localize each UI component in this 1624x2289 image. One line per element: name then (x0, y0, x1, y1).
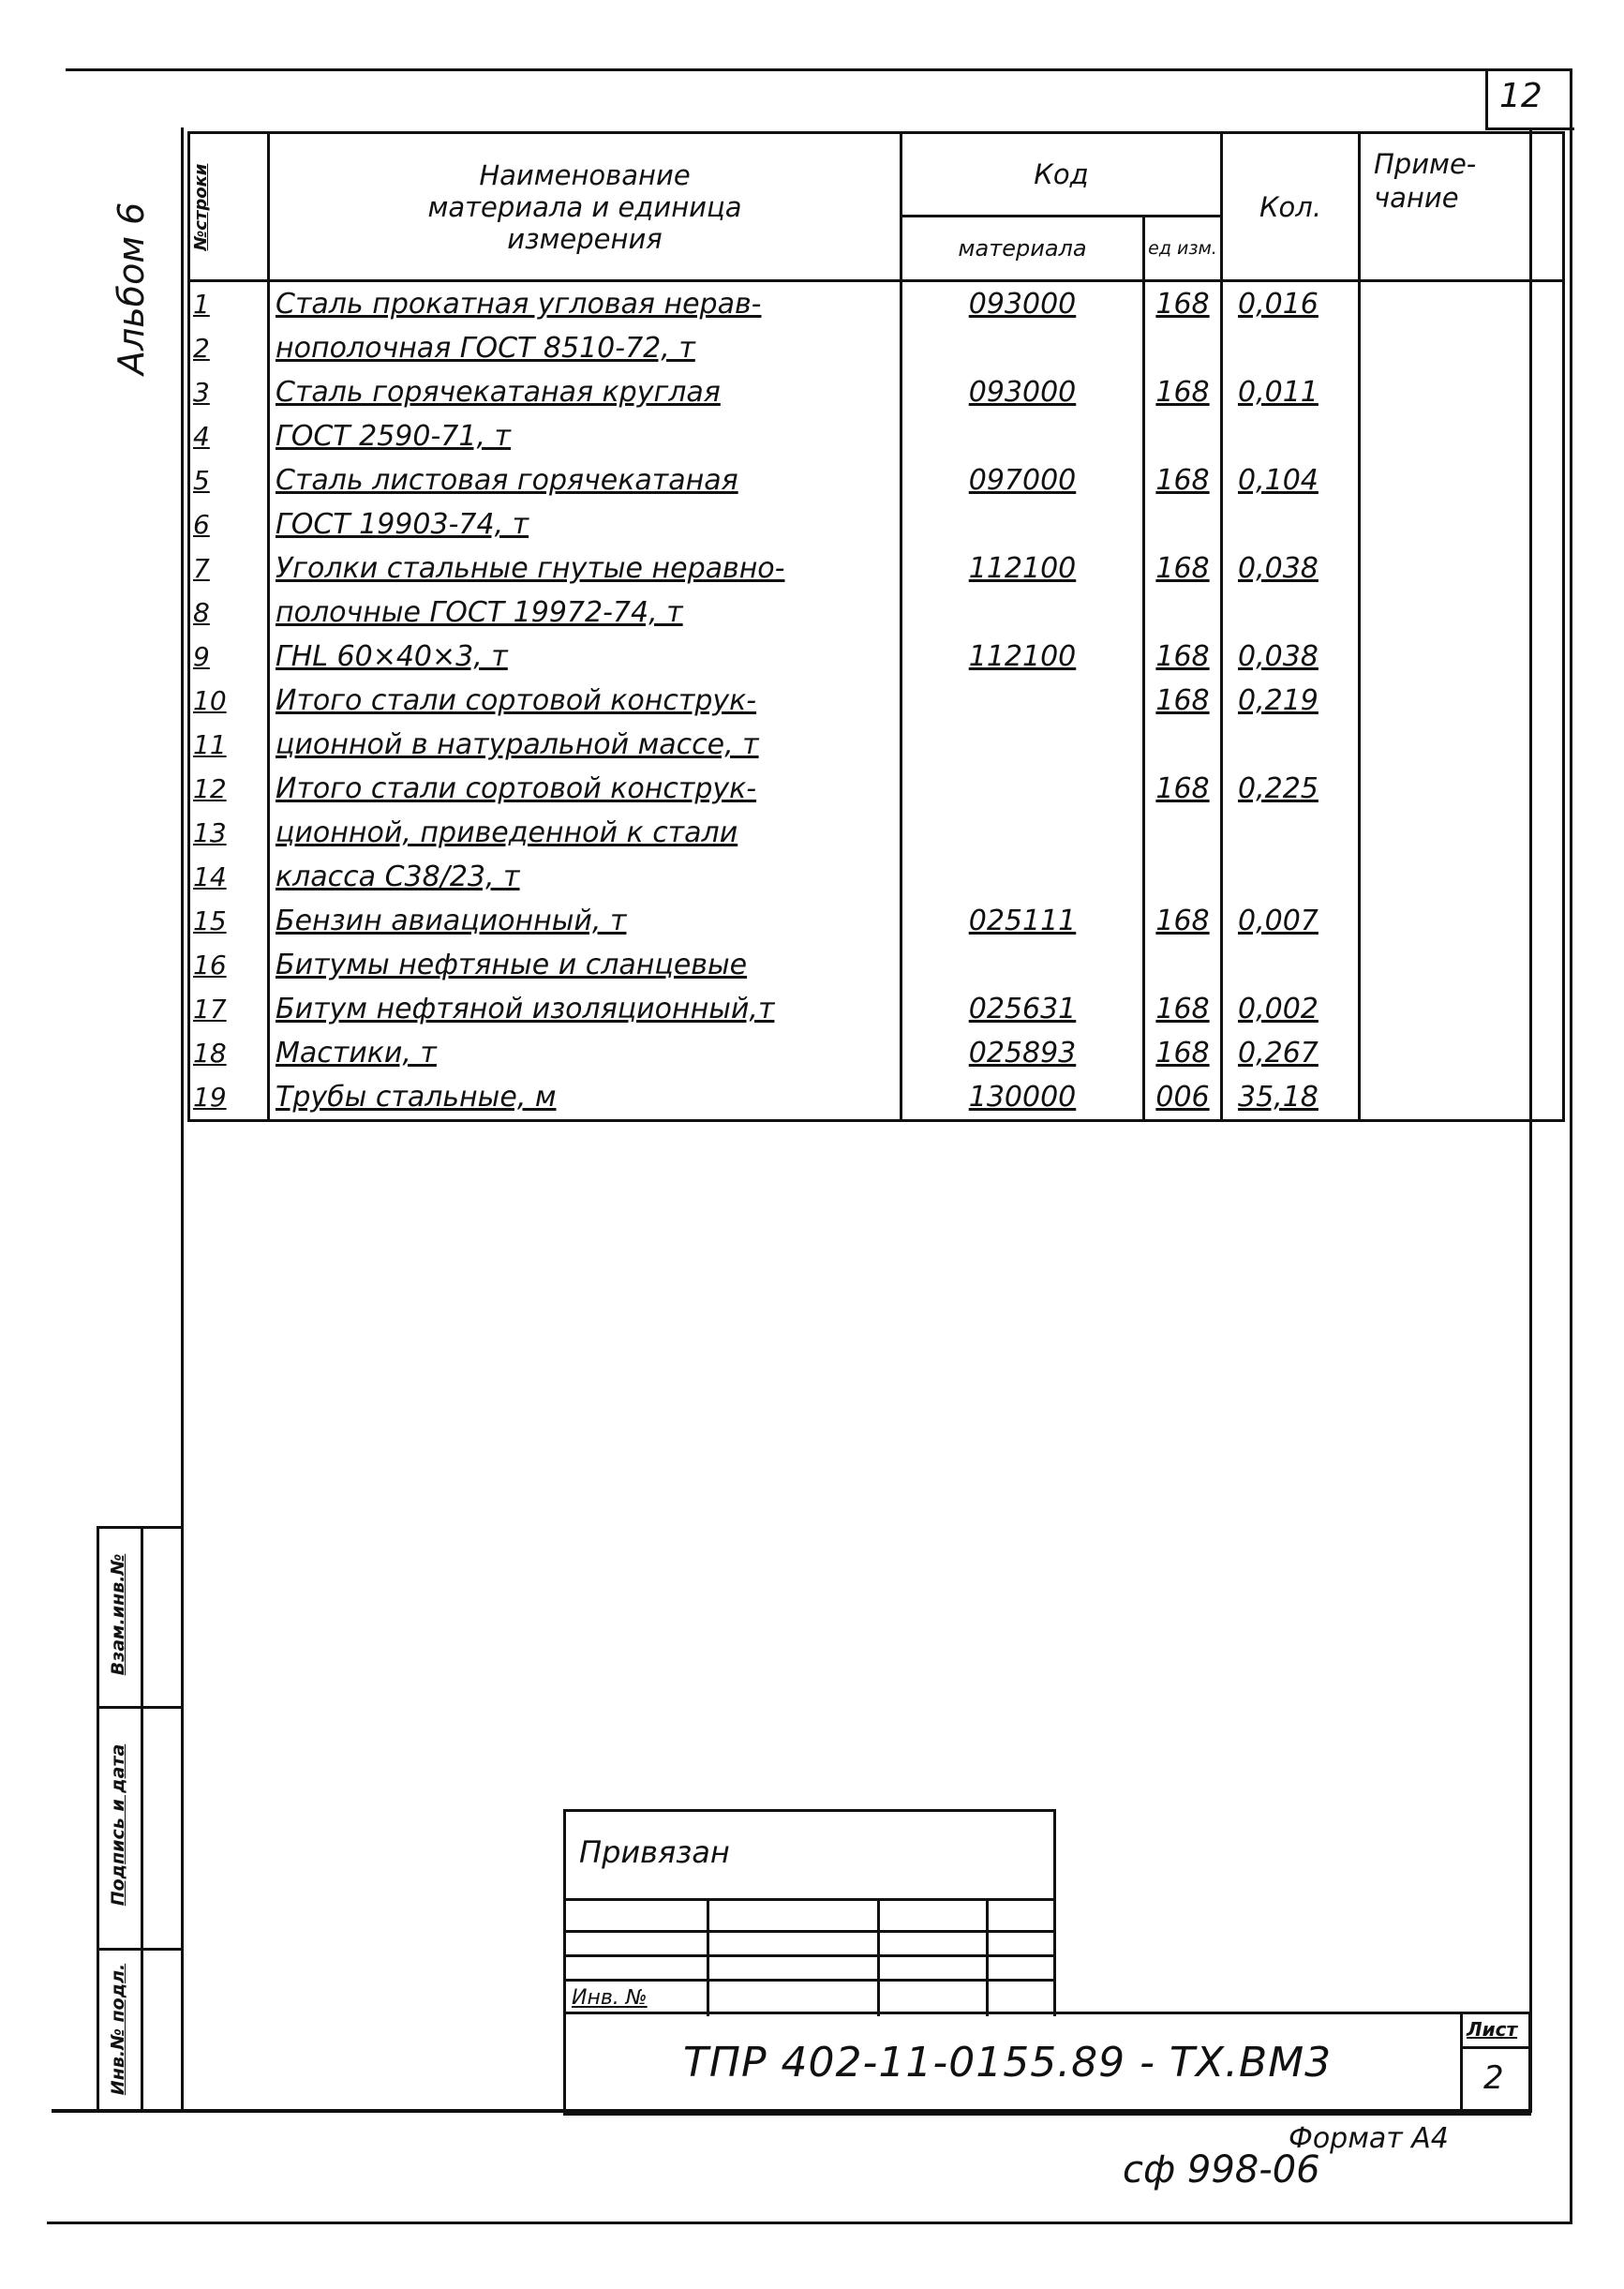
unit-code-cell: 168 (1144, 546, 1222, 591)
table-row (189, 855, 1564, 899)
material-code-cell (901, 326, 1144, 370)
quantity-cell (1222, 502, 1360, 546)
quantity-cell (1222, 855, 1360, 899)
note-cell (1360, 458, 1564, 502)
row-number-cell: 8 (189, 591, 269, 635)
quantity-cell: 0,104 (1222, 458, 1360, 502)
header-code-unit: ед изм. (1144, 216, 1222, 280)
header-name: Наименование материала и единица измерения (269, 133, 901, 281)
unit-code-cell (1144, 811, 1222, 855)
material-name-cell: Уголки стальные гнутые неравно- (269, 546, 901, 591)
row-number-cell: 7 (189, 546, 269, 591)
unit-code-cell (1144, 326, 1222, 370)
material-code-cell: 025893 (901, 1031, 1144, 1075)
vzam-inv-label: Взам.инв.№ (108, 1553, 128, 1676)
material-code-cell (901, 591, 1144, 635)
top-border-line (66, 68, 1571, 71)
note-cell (1360, 943, 1564, 987)
document-code: ТПР 402-11-0155.89 - ТХ.ВМ3 (683, 2039, 1333, 2087)
note-cell (1360, 899, 1564, 943)
material-name-cell: Итого стали сортовой конструк- (269, 679, 901, 723)
note-cell (1360, 546, 1564, 591)
header-note: Приме- чание (1360, 133, 1564, 281)
stamp-h3 (566, 1954, 1053, 1957)
material-code-cell: 112100 (901, 546, 1144, 591)
material-name-cell: класса С38/23, т (269, 855, 901, 899)
unit-code-cell: 168 (1144, 767, 1222, 811)
frame-inner-left-line (181, 127, 184, 2112)
unit-code-cell (1144, 414, 1222, 458)
table-row (189, 767, 1564, 811)
sheet-box-divider (1463, 2046, 1528, 2049)
material-code-cell (901, 811, 1144, 855)
material-code-cell: 025631 (901, 987, 1144, 1031)
material-code-cell (901, 855, 1144, 899)
row-number-cell: 18 (189, 1031, 269, 1075)
note-cell (1360, 281, 1564, 327)
material-name-cell: Сталь листовая горячекатаная (269, 458, 901, 502)
quantity-cell: 0,011 (1222, 370, 1360, 414)
material-name-cell: ционной, приведенной к стали (269, 811, 901, 855)
row-number-cell: 11 (189, 723, 269, 767)
sheet-number: 2 (1483, 2059, 1504, 2097)
frame-inner-top-line (1485, 127, 1574, 130)
material-name-cell: Сталь горячекатаная круглая (269, 370, 901, 414)
quantity-cell (1222, 943, 1360, 987)
material-code-cell (901, 502, 1144, 546)
row-number-cell: 4 (189, 414, 269, 458)
material-name-cell: Сталь прокатная угловая нерав- (269, 281, 901, 327)
table-row (189, 502, 1564, 546)
material-name-cell: ционной в натуральной массе, т (269, 723, 901, 767)
inv-podl-label: Инв.№ подл. (108, 1963, 128, 2096)
unit-code-cell: 168 (1144, 635, 1222, 679)
table-row (189, 591, 1564, 635)
table-row (189, 987, 1564, 1031)
cf-label: сф 998-06 (1123, 2148, 1320, 2192)
album-label: Альбом 6 (111, 202, 152, 375)
row-number-cell: 12 (189, 767, 269, 811)
stamp-h4 (566, 1979, 1053, 1982)
material-code-cell: 093000 (901, 281, 1144, 327)
table-row (189, 1075, 1564, 1121)
quantity-cell: 0,219 (1222, 679, 1360, 723)
row-number-cell: 3 (189, 370, 269, 414)
stamp-inv: Инв. № (572, 1986, 648, 2010)
unit-code-cell: 168 (1144, 370, 1222, 414)
unit-code-cell (1144, 502, 1222, 546)
stamp-h2 (566, 1930, 1053, 1933)
side-stamp-right (141, 1526, 143, 2112)
note-cell (1360, 811, 1564, 855)
stamp-title: Привязан (579, 1834, 730, 1870)
stamp-h1 (566, 1898, 1053, 1901)
materials-table (187, 131, 1565, 1122)
stamp-v2 (877, 1898, 880, 2016)
page-number-box-left (1485, 68, 1488, 130)
sheet-box (1460, 2014, 1528, 2113)
note-cell (1360, 723, 1564, 767)
quantity-cell (1222, 591, 1360, 635)
format-label: Формат А4 (1289, 2122, 1449, 2155)
note-cell (1360, 987, 1564, 1031)
table-row (189, 546, 1564, 591)
material-code-cell (901, 679, 1144, 723)
table-row (189, 811, 1564, 855)
quantity-cell (1222, 414, 1360, 458)
material-name-cell: Бензин авиационный, т (269, 899, 901, 943)
note-cell (1360, 855, 1564, 899)
material-name-cell: нополочная ГОСТ 8510-72, т (269, 326, 901, 370)
material-code-cell: 025111 (901, 899, 1144, 943)
bottom-border-line (47, 2222, 1572, 2224)
unit-code-cell: 168 (1144, 679, 1222, 723)
material-name-cell: Мастики, т (269, 1031, 901, 1075)
unit-code-cell: 168 (1144, 987, 1222, 1031)
row-number-cell: 19 (189, 1075, 269, 1121)
material-name-cell: Битум нефтяной изоляционный,т (269, 987, 901, 1031)
row-number-cell: 14 (189, 855, 269, 899)
header-code: Код (901, 133, 1222, 217)
unit-code-cell: 168 (1144, 899, 1222, 943)
unit-code-cell: 168 (1144, 281, 1222, 327)
note-cell (1360, 1075, 1564, 1121)
side-stamp-left (97, 1526, 99, 2112)
unit-code-cell: 168 (1144, 458, 1222, 502)
table-row (189, 635, 1564, 679)
table-row (189, 370, 1564, 414)
table-row (189, 281, 1564, 327)
table-row (189, 723, 1564, 767)
quantity-cell: 0,007 (1222, 899, 1360, 943)
row-number-cell: 6 (189, 502, 269, 546)
note-cell (1360, 502, 1564, 546)
unit-code-cell: 168 (1144, 1031, 1222, 1075)
table-row (189, 414, 1564, 458)
row-number-cell: 15 (189, 899, 269, 943)
note-cell (1360, 767, 1564, 811)
material-name-cell: ГОСТ 2590-71, т (269, 414, 901, 458)
material-name-cell: Битумы нефтяные и сланцевые (269, 943, 901, 987)
material-code-cell (901, 414, 1144, 458)
table-row (189, 326, 1564, 370)
stamp-v3 (986, 1898, 989, 2016)
row-number-cell: 5 (189, 458, 269, 502)
unit-code-cell (1144, 723, 1222, 767)
material-code-cell: 097000 (901, 458, 1144, 502)
unit-code-cell (1144, 591, 1222, 635)
material-code-cell (901, 767, 1144, 811)
quantity-cell: 0,038 (1222, 635, 1360, 679)
title-block (563, 2012, 1531, 2116)
note-cell (1360, 679, 1564, 723)
unit-code-cell (1144, 943, 1222, 987)
podpis-data-label: Подпись и дата (108, 1743, 128, 1907)
quantity-cell: 35,18 (1222, 1075, 1360, 1121)
material-name-cell: Итого стали сортовой конструк- (269, 767, 901, 811)
row-number-cell: 9 (189, 635, 269, 679)
note-cell (1360, 1031, 1564, 1075)
material-code-cell (901, 943, 1144, 987)
header-code-material: материала (901, 216, 1144, 280)
quantity-cell (1222, 811, 1360, 855)
table-row (189, 458, 1564, 502)
table-row (189, 899, 1564, 943)
attachment-stamp (563, 1809, 1056, 2016)
note-cell (1360, 370, 1564, 414)
quantity-cell: 0,225 (1222, 767, 1360, 811)
stamp-v1 (707, 1898, 709, 2016)
row-number-cell: 16 (189, 943, 269, 987)
material-code-cell: 093000 (901, 370, 1144, 414)
header-row-no: №строки (189, 133, 269, 281)
row-number-cell: 10 (189, 679, 269, 723)
table-row (189, 943, 1564, 987)
material-name-cell: ГНL 60×40×3, т (269, 635, 901, 679)
table-row (189, 1031, 1564, 1075)
table-row (189, 679, 1564, 723)
note-cell (1360, 635, 1564, 679)
note-cell (1360, 326, 1564, 370)
note-cell (1360, 414, 1564, 458)
unit-code-cell (1144, 855, 1222, 899)
quantity-cell: 0,267 (1222, 1031, 1360, 1075)
material-name-cell: Трубы стальные, м (269, 1075, 901, 1121)
quantity-cell (1222, 326, 1360, 370)
material-code-cell: 130000 (901, 1075, 1144, 1121)
material-name-cell: полочные ГОСТ 19972-74, т (269, 591, 901, 635)
row-number-cell: 2 (189, 326, 269, 370)
sheet-label: Лист (1467, 2018, 1518, 2041)
page-number: 12 (1499, 77, 1542, 115)
material-name-cell: ГОСТ 19903-74, т (269, 502, 901, 546)
row-number-cell: 1 (189, 281, 269, 327)
note-cell (1360, 591, 1564, 635)
material-code-cell (901, 723, 1144, 767)
header-qty: Кол. (1222, 133, 1360, 281)
row-number-cell: 17 (189, 987, 269, 1031)
quantity-cell (1222, 723, 1360, 767)
material-code-cell: 112100 (901, 635, 1144, 679)
row-number-cell: 13 (189, 811, 269, 855)
right-border-line (1570, 68, 1572, 2224)
quantity-cell: 0,016 (1222, 281, 1360, 327)
quantity-cell: 0,002 (1222, 987, 1360, 1031)
unit-code-cell: 006 (1144, 1075, 1222, 1121)
quantity-cell: 0,038 (1222, 546, 1360, 591)
